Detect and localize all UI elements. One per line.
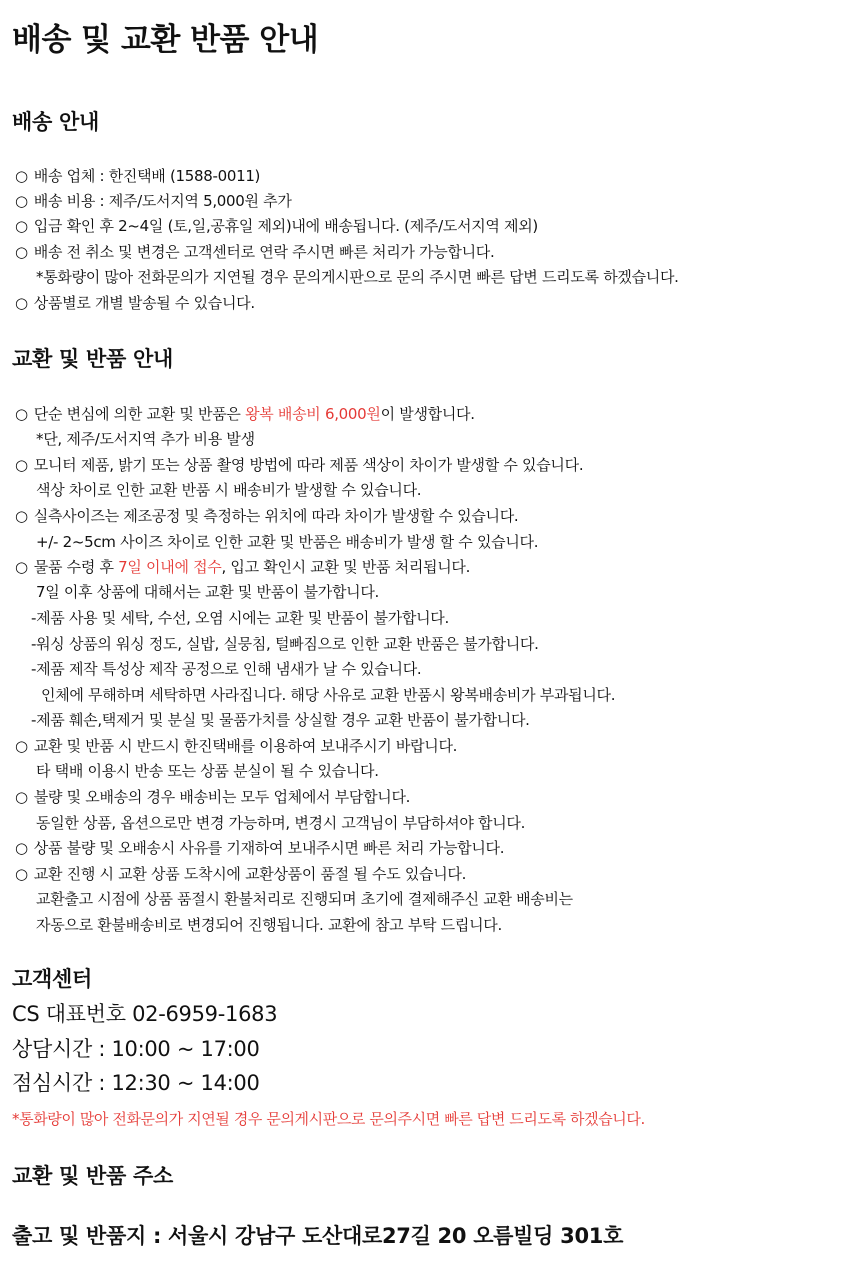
bullet-icon: ○ (15, 192, 28, 210)
bullet-icon: ○ (15, 405, 28, 423)
returns-item-text: 물품 수령 후 (33, 558, 119, 576)
shipping-item (15, 190, 292, 212)
address-heading: 교환 및 반품 주소 (12, 1164, 173, 1188)
bullet-icon: ○ (15, 558, 28, 576)
returns-item (15, 735, 457, 757)
shipping-item (15, 292, 255, 314)
shipping-item-note: *통화량이 많아 전화문의가 지연될 경우 문의게시판으로 문의 주시면 빠른 답변 드리도록 하겠습니다. (36, 268, 679, 286)
returns-item-note: *단, 제주/도서지역 추가 비용 발생 (36, 430, 255, 448)
shipping-item-text: 배송 비용 : 제주/도서지역 5,000원 추가 (33, 192, 292, 210)
bullet-icon: ○ (15, 737, 28, 755)
returns-item (15, 505, 518, 527)
bullet-icon: ○ (15, 839, 28, 857)
returns-item (15, 454, 583, 476)
bullet-icon: ○ (15, 456, 28, 474)
bullet-icon: ○ (15, 507, 28, 525)
returns-item (15, 786, 410, 808)
returns-item (15, 556, 470, 578)
round-trip-fee-highlight: 왕복 배송비 6,000원 (245, 405, 381, 423)
returns-item-note: 교환출고 시점에 상품 품절시 환불처리로 진행되며 초기에 결제해주신 교환 배송비는 (36, 890, 573, 908)
returns-item-text: 상품 불량 및 오배송시 사유를 기재하여 보내주시면 빠른 처리 가능합니다. (33, 839, 505, 857)
returns-item-text: 실측사이즈는 제조공정 및 측정하는 위치에 따라 차이가 발생할 수 있습니다. (33, 507, 519, 525)
cs-hours: 상담시간 : 10:00 ~ 17:00 (12, 1037, 260, 1061)
returns-item-text: 불량 및 오배송의 경우 배송비는 모두 업체에서 부담합니다. (33, 788, 411, 806)
returns-item-note: -제품 제작 특성상 제작 공정으로 인해 냄새가 날 수 있습니다. (31, 660, 422, 678)
shipping-item-text: 배송 전 취소 및 변경은 고객센터로 연락 주시면 빠른 처리가 가능합니다. (33, 243, 495, 261)
returns-item (15, 863, 466, 885)
deadline-highlight: 7일 이내에 접수 (118, 558, 222, 576)
bullet-icon: ○ (15, 865, 28, 883)
returns-item-text: 교환 진행 시 교환 상품 도착시에 교환상품이 품절 될 수도 있습니다. (33, 865, 467, 883)
shipping-item (15, 165, 260, 187)
shipping-item (15, 215, 538, 237)
bullet-icon: ○ (15, 167, 28, 185)
returns-item (15, 837, 504, 859)
bullet-icon: ○ (15, 788, 28, 806)
returns-item-note: -제품 훼손,택제거 및 분실 및 물품가치를 상실할 경우 교환 반품이 불가합니다. (31, 711, 530, 729)
returns-item-note: +/- 2~5cm 사이즈 차이로 인한 교환 및 반품은 배송비가 발생 할 수 있습니다. (36, 533, 539, 551)
shipping-item-text: 입금 확인 후 2~4일 (토,일,공휴일 제외)내에 배송됩니다. (제주/도서지역 제외) (33, 217, 538, 235)
cs-phone: CS 대표번호 02-6959-1683 (12, 1002, 278, 1026)
returns-item-text: , 입고 확인시 교환 및 반품 처리됩니다. (221, 558, 471, 576)
shipping-item (15, 241, 494, 263)
bullet-icon: ○ (15, 217, 28, 235)
returns-item-note: -제품 사용 및 세탁, 수선, 오염 시에는 교환 및 반품이 불가합니다. (31, 609, 449, 627)
returns-item-note: 동일한 상품, 옵션으로만 변경 가능하며, 변경시 고객님이 부담하셔야 합니다. (36, 814, 526, 832)
shipping-heading: 배송 안내 (12, 110, 99, 134)
returns-item-text: 단순 변심에 의한 교환 및 반품은 (33, 405, 246, 423)
shipping-item-text: 배송 업체 : 한진택배 (1588-0011) (33, 167, 261, 185)
returns-heading: 교환 및 반품 안내 (12, 347, 173, 371)
returns-item-text: 모니터 제품, 밝기 또는 상품 촬영 방법에 따라 제품 색상이 차이가 발생할 수 있습니다. (33, 456, 584, 474)
page-title: 배송 및 교환 반품 안내 (12, 22, 319, 58)
cs-lunch-hours: 점심시간 : 12:30 ~ 14:00 (12, 1071, 260, 1095)
shipping-item-text: 상품별로 개별 발송될 수 있습니다. (33, 294, 255, 312)
returns-item-note: 자동으로 환불배송비로 변경되어 진행됩니다. 교환에 참고 부탁 드립니다. (36, 916, 502, 934)
bullet-icon: ○ (15, 243, 28, 261)
returns-item-text: 교환 및 반품 시 반드시 한진택배를 이용하여 보내주시기 바랍니다. (33, 737, 458, 755)
returns-item-note: 타 택배 이용시 반송 또는 상품 분실이 될 수 있습니다. (36, 762, 379, 780)
cs-heading: 고객센터 (12, 967, 92, 991)
returns-item-note: 인체에 무해하며 세탁하면 사라집니다. 해당 사유로 교환 반품시 왕복배송비가 부과됩니다. (41, 686, 616, 704)
returns-item-note: 색상 차이로 인한 교환 반품 시 배송비가 발생할 수 있습니다. (36, 481, 422, 499)
returns-item-note: -워싱 상품의 워싱 정도, 실밥, 실뭉침, 털빠짐으로 인한 교환 반품은 불가합니다. (31, 635, 539, 653)
return-address: 출고 및 반품지 : 서울시 강남구 도산대로27길 20 오름빌딩 301호 (12, 1224, 624, 1248)
cs-notice: *통화량이 많아 전화문의가 지연될 경우 문의게시판으로 문의주시면 빠른 답변 드리도록 하겠습니다. (12, 1110, 645, 1128)
bullet-icon: ○ (15, 294, 28, 312)
returns-item (15, 403, 475, 425)
returns-item-note: 7일 이후 상품에 대해서는 교환 및 반품이 불가합니다. (36, 583, 379, 601)
returns-item-text: 이 발생합니다. (380, 405, 475, 423)
